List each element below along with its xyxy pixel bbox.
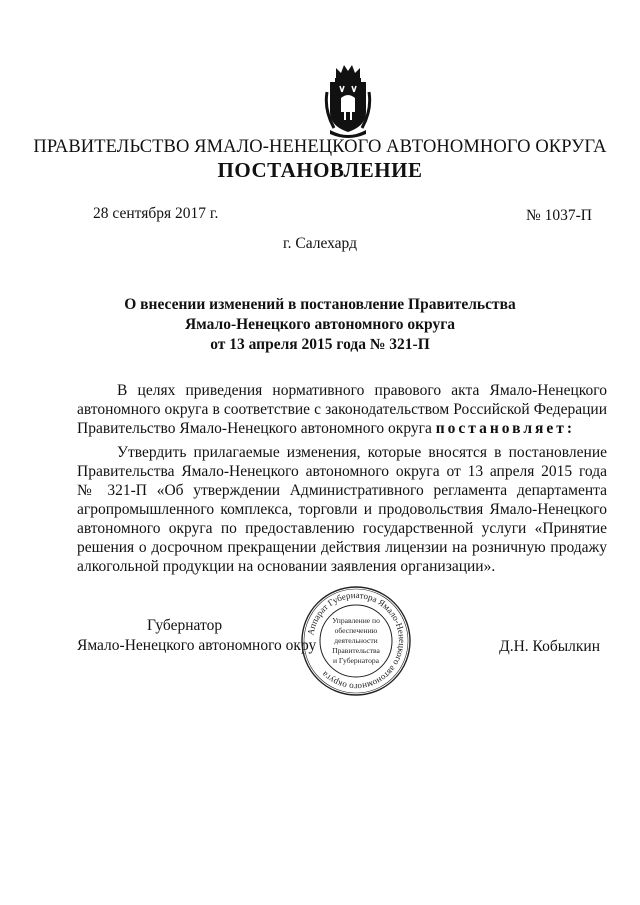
government-name: ПРАВИТЕЛЬСТВО ЯМАЛО-НЕНЕЦКОГО АВТОНОМНОГО ОКРУГА bbox=[33, 137, 607, 157]
stamp-center-line: обеспечению bbox=[334, 626, 378, 635]
paragraph-line: агропромышленного комплекса, торговли и продовольствия Ямало-Ненецкого bbox=[77, 501, 607, 518]
title-line: Ямало-Ненецкого автономного округа bbox=[184, 316, 455, 333]
document-number: № 1037-П bbox=[525, 207, 592, 224]
signatory-name: Д.Н. Кобылкин bbox=[499, 638, 600, 655]
paragraph-text: Правительство Ямало-Ненецкого автономного округа bbox=[77, 420, 432, 437]
paragraph-line: автономного округа в соответствие с законодательством Российской Федерации bbox=[77, 401, 607, 418]
document-type: ПОСТАНОВЛЕНИЕ bbox=[217, 158, 423, 182]
signatory-position: Губернатор bbox=[147, 617, 223, 634]
stamp-center-line: Управление по bbox=[332, 616, 380, 625]
signatory-region: Ямало-Ненецкого автономного окру bbox=[77, 637, 317, 654]
document-city: г. Салехард bbox=[283, 235, 357, 252]
official-stamp bbox=[300, 585, 412, 697]
stamp-center-line: и Губернатора bbox=[332, 656, 380, 665]
title-line: от 13 апреля 2015 года № 321-П bbox=[210, 336, 430, 353]
paragraph-line: алкогольной продукции на основании заявления организации». bbox=[77, 558, 496, 575]
coat-of-arms-icon bbox=[322, 62, 374, 142]
paragraph-line: решения о досрочном прекращении действия лицензии на розничную продажу bbox=[77, 539, 607, 556]
paragraph-line: № 321-П «Об утверждении Административного регламента департамента bbox=[77, 482, 607, 499]
preamble-paragraph bbox=[77, 381, 607, 438]
resolution-paragraph bbox=[77, 443, 607, 576]
stamp-center-line: Правительства bbox=[332, 646, 380, 655]
paragraph-line: Правительства Ямало-Ненецкого автономного округа от 13 апреля 2015 года bbox=[77, 463, 607, 480]
document-title bbox=[0, 295, 640, 355]
stamp-center-line: деятельности bbox=[334, 636, 378, 645]
paragraph-line: Утвердить прилагаемые изменения, которые вносятся в постановление bbox=[117, 444, 607, 461]
stamp-ring-text: Аппарат Губернатора Ямало-Ненецкого автономного округа bbox=[305, 589, 408, 693]
title-line: О внесении изменений в постановление Правительства bbox=[124, 296, 516, 313]
paragraph-line: В целях приведения нормативного правового акта Ямало-Ненецкого bbox=[117, 382, 607, 399]
document-date: 28 сентября 2017 г. bbox=[93, 205, 219, 222]
paragraph-line: автономного округа по предоставлению государственной услуги «Принятие bbox=[77, 520, 607, 537]
paragraph-line bbox=[77, 419, 607, 438]
resolution-word: постановляет: bbox=[435, 420, 576, 437]
